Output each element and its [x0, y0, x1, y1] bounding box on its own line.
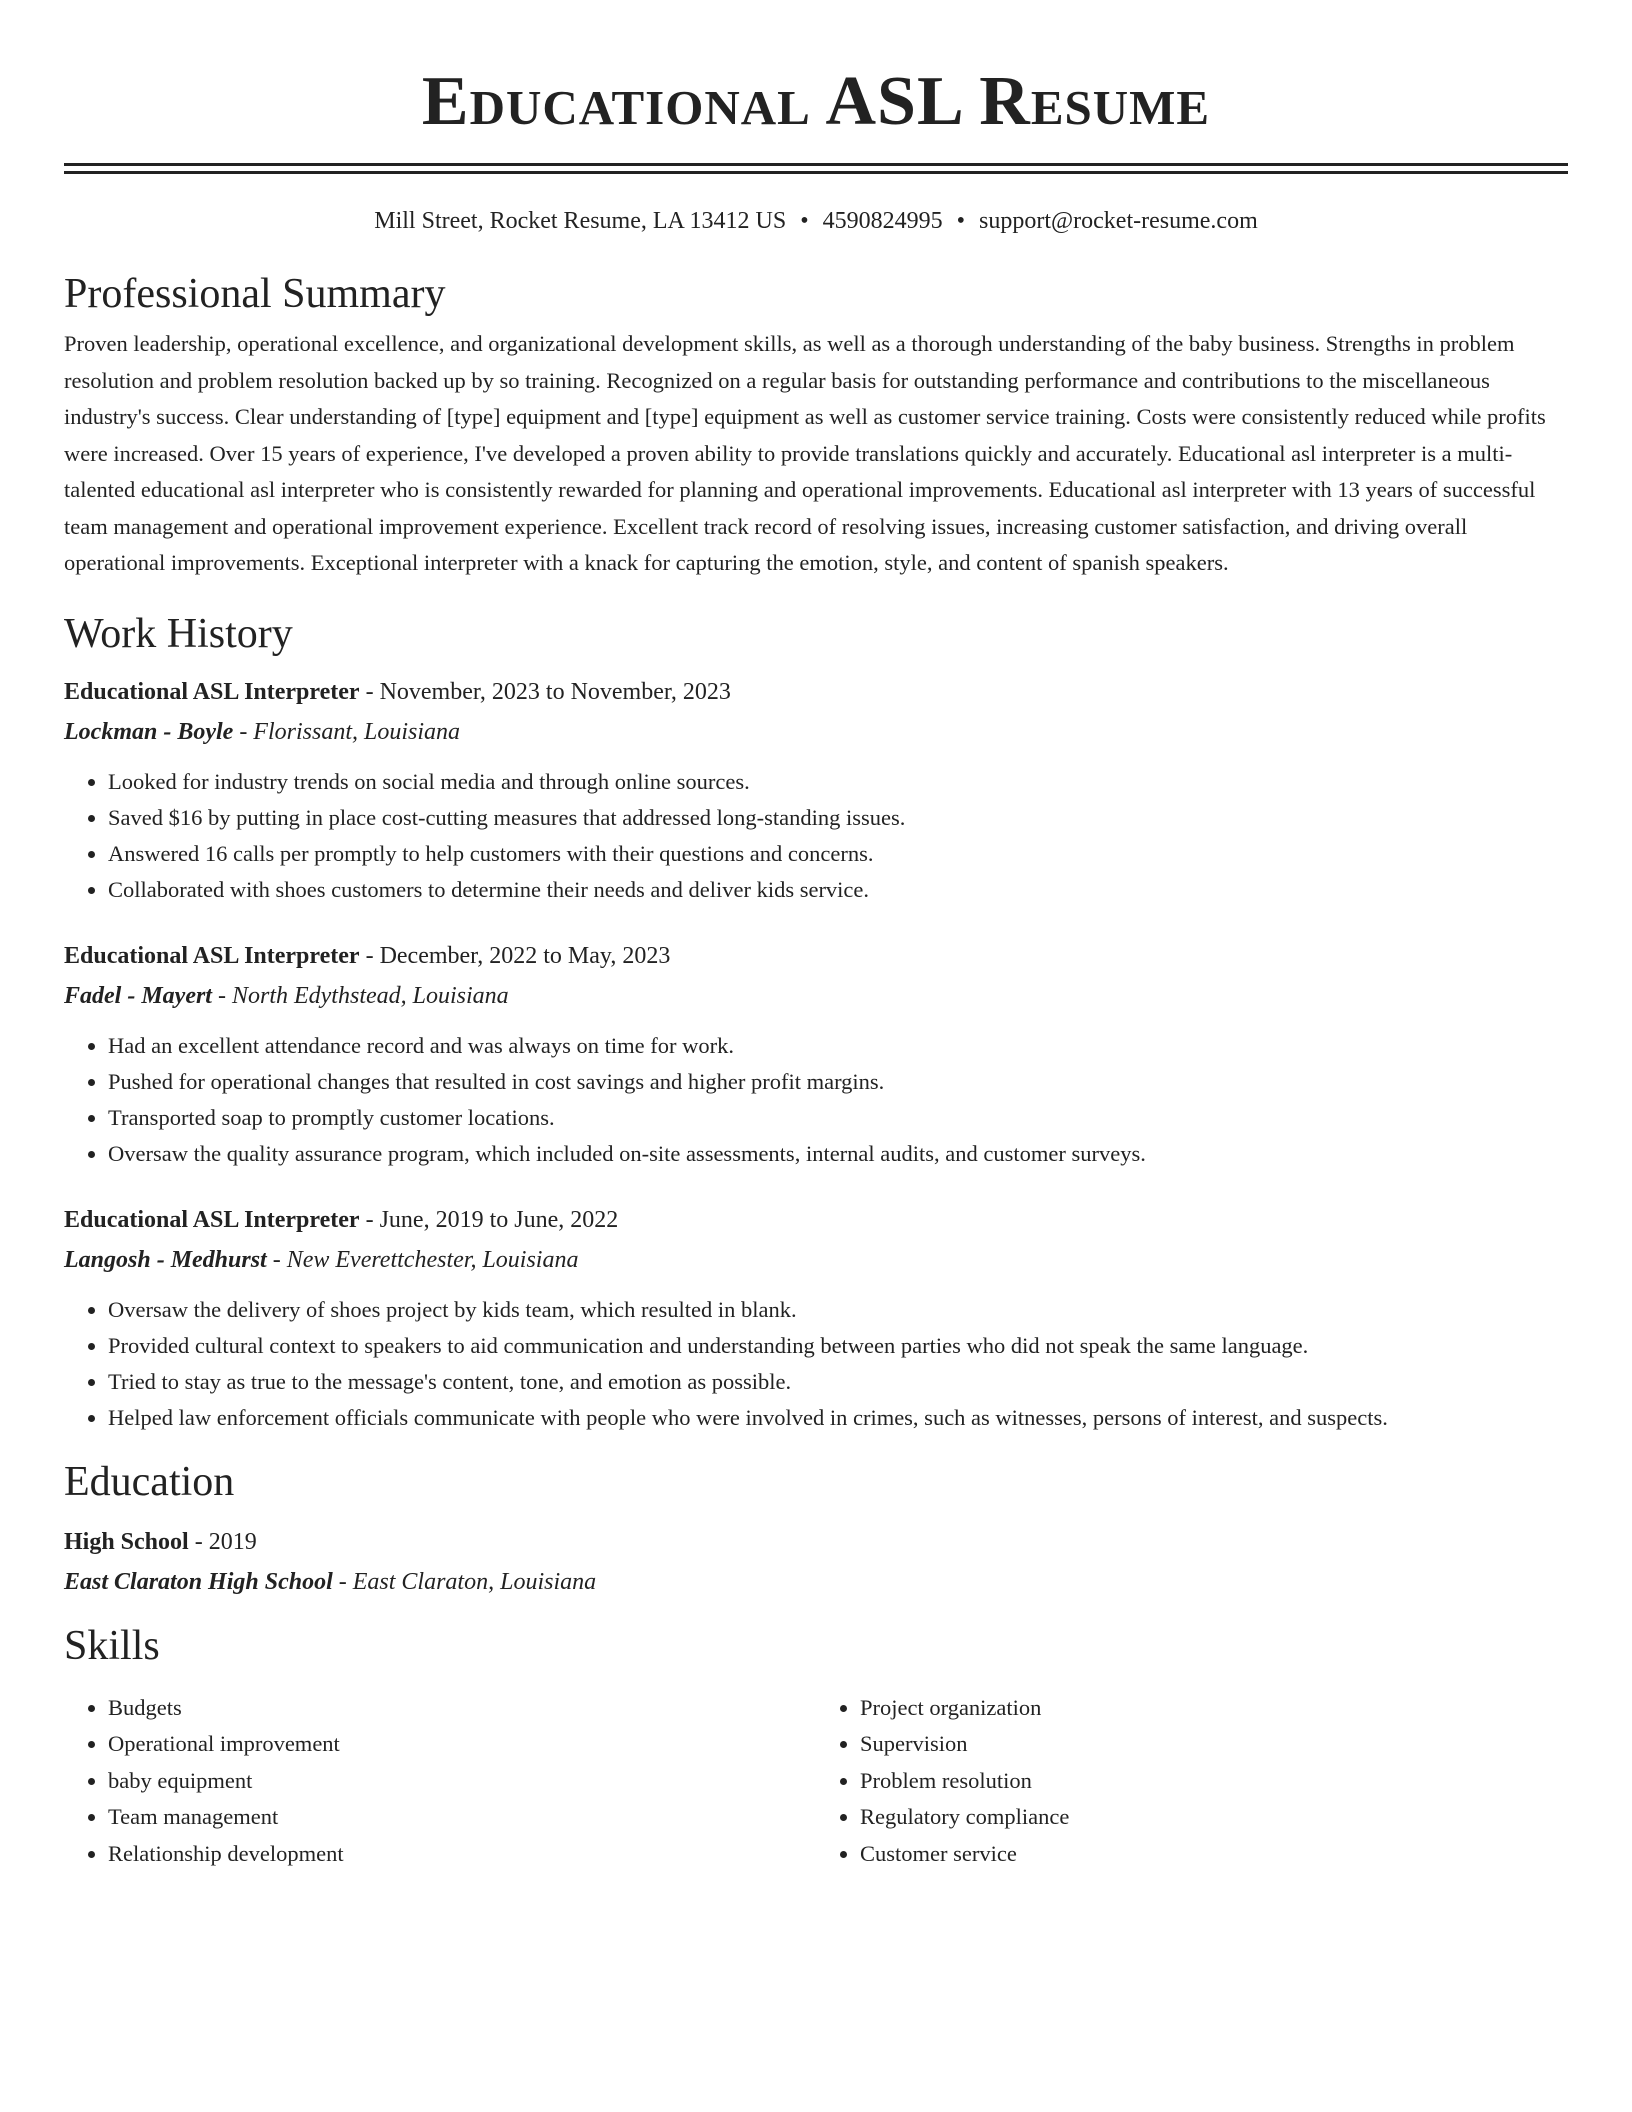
summary-heading: Professional Summary [64, 271, 446, 317]
title-divider-thick [64, 163, 1568, 166]
job-entry [64, 938, 1568, 1172]
education-school-line [64, 1564, 1568, 1600]
skill-item: • Regulatory compliance [860, 1799, 1568, 1836]
education-entry [64, 1524, 1568, 1600]
skills-grid [64, 1690, 1568, 1873]
skill-item: • Relationship development [108, 1836, 816, 1873]
education-school: East Claraton High School [64, 1568, 333, 1595]
list-item: • Pushed for operational changes that resulted in cost savings and higher profit margins. [108, 1064, 1568, 1100]
education-degree-line [64, 1524, 1568, 1560]
contact-line [64, 204, 1568, 238]
title-divider-thin [64, 171, 1568, 174]
education-degree: High School [64, 1528, 189, 1555]
job-location: - New Everettchester, Louisiana [266, 1246, 579, 1273]
resume-page [64, 0, 1568, 1872]
skill-item: • Problem resolution [860, 1763, 1568, 1800]
job-dates: - November, 2023 to November, 2023 [359, 678, 731, 705]
summary-text: Proven leadership, operational excellence, and organizational development skills, as well as a thorough understanding of the baby business. Strengths in problem resolution and problem resolution backed up by so training. Recognized on a regular basis for outstanding performance and contributions to the miscellaneous industry's success. Clear understanding of [type] equipment and [type] equipment as well as customer service training. Costs were consistently reduced while profits were increased. Over 15 years of experience, I've developed a proven ability to provide translations quickly and accurately. Educational asl interpreter is a multi-talented educational asl interpreter who is consistently rewarded for planning and operational improvements. Educational asl interpreter with 13 years of successful team management and operational improvement experience. Excellent track record of resolving issues, increasing customer satisfaction, and driving overall operational improvements. Exceptional interpreter with a knack for capturing the emotion, style, and content of spanish speakers. [64, 331, 1546, 575]
skill-item: • baby equipment [108, 1763, 816, 1800]
resume-title: Educational ASL Resume [421, 63, 1211, 140]
job-company: Fadel - Mayert [64, 982, 212, 1009]
job-location: - Florissant, Louisiana [233, 718, 461, 745]
job-location: - North Edythstead, Louisiana [211, 982, 509, 1009]
skills-heading: Skills [64, 1622, 160, 1669]
skill-item: • Team management [108, 1799, 816, 1836]
job-company: Langosh - Medhurst [64, 1246, 267, 1273]
skill-item: • Operational improvement [108, 1726, 816, 1763]
contact-email: support@rocket-resume.com [979, 208, 1258, 234]
job-entry [64, 674, 1568, 908]
list-item: • Saved $16 by putting in place cost-cutting measures that addressed long-standing issues. [108, 800, 1568, 836]
list-item: • Collaborated with shoes customers to determine their needs and deliver kids service. [108, 872, 1568, 908]
list-item: • Helped law enforcement officials communicate with people who were involved in crimes, such as witnesses, persons of interest, and suspects. [108, 1400, 1568, 1436]
job-title-line [64, 674, 1568, 710]
separator-bullet: • [956, 208, 966, 234]
list-item: • Had an excellent attendance record and was always on time for work. [108, 1028, 1568, 1064]
job-dates: - December, 2022 to May, 2023 [359, 942, 671, 969]
education-year: - 2019 [188, 1528, 257, 1555]
skills-column-right [816, 1690, 1568, 1873]
job-company: Lockman - Boyle [64, 718, 234, 745]
job-title: Educational ASL Interpreter [64, 942, 360, 969]
list-item: • Looked for industry trends on social media and through online sources. [108, 764, 1568, 800]
skill-item: • Supervision [860, 1726, 1568, 1763]
contact-address: Mill Street, Rocket Resume, LA 13412 US [374, 208, 787, 234]
job-title-line [64, 1202, 1568, 1238]
skill-item: • Project organization [860, 1690, 1568, 1727]
job-bullets [64, 764, 1568, 908]
job-title: Educational ASL Interpreter [64, 678, 360, 705]
list-item: • Tried to stay as true to the message's content, tone, and emotion as possible. [108, 1364, 1568, 1400]
contact-phone: 4590824995 [822, 208, 943, 234]
job-title-line [64, 938, 1568, 974]
job-bullets [64, 1028, 1568, 1172]
list-item: • Oversaw the quality assurance program, which included on-site assessments, internal audits, and customer surveys. [108, 1136, 1568, 1172]
job-entry [64, 1202, 1568, 1436]
skill-item: • Customer service [860, 1836, 1568, 1873]
list-item: • Answered 16 calls per promptly to help customers with their questions and concerns. [108, 836, 1568, 872]
education-location: - East Claraton, Louisiana [332, 1568, 597, 1595]
skill-item: • Budgets [108, 1690, 816, 1727]
job-bullets [64, 1292, 1568, 1436]
work-history-heading: Work History [64, 610, 293, 657]
job-dates: - June, 2019 to June, 2022 [359, 1206, 619, 1233]
job-company-line [64, 714, 1568, 750]
separator-bullet: • [800, 208, 809, 234]
list-item: • Transported soap to promptly customer locations. [108, 1100, 1568, 1136]
education-heading: Education [64, 1458, 235, 1505]
job-company-line [64, 1242, 1568, 1278]
list-item: • Provided cultural context to speakers to aid communication and understanding between parties who did not speak the same language. [108, 1328, 1568, 1364]
job-title: Educational ASL Interpreter [64, 1206, 360, 1233]
job-company-line [64, 978, 1568, 1014]
list-item: • Oversaw the delivery of shoes project by kids team, which resulted in blank. [108, 1292, 1568, 1328]
skills-column-left [64, 1690, 816, 1873]
